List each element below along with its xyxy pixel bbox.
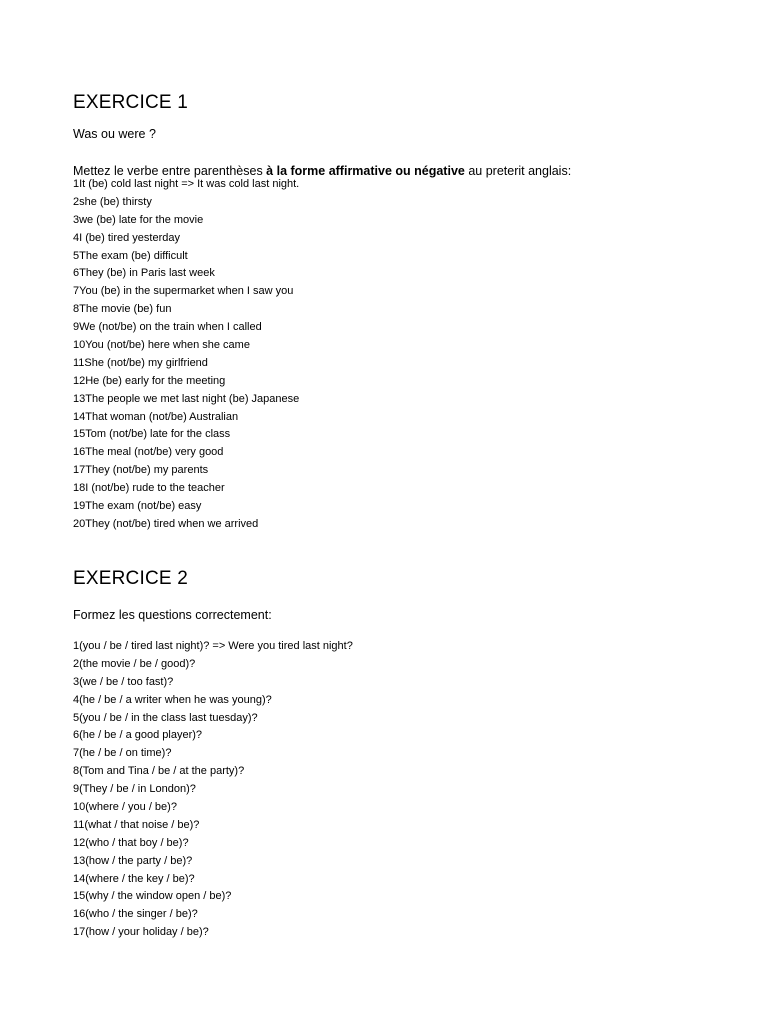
exercise-item: 7You (be) in the supermarket when I saw you [73,285,294,298]
exercise-item: 15Tom (not/be) late for the class [73,428,231,441]
exercise-item: 10(where / you / be)? [73,801,177,814]
exercise-1-title: EXERCICE 1 [73,92,188,113]
exercise-item: 15(why / the window open / be)? [73,890,232,903]
exercise-item: 1(you / be / tired last night)? => Were you tired last night? [73,640,353,652]
exercise-item: 8The movie (be) fun [73,303,172,316]
exercise-item: 9(They / be / in London)? [73,783,196,796]
instruction-text-after: au preterit anglais: [464,164,572,178]
exercise-item: 14That woman (not/be) Australian [73,410,239,423]
exercise-item: 8(Tom and Tina / be / at the party)? [73,765,245,778]
exercise-item: 11She (not/be) my girlfriend [73,356,208,369]
exercise-item: 3we (be) late for the movie [73,213,204,226]
exercise-item: 10You (not/be) here when she came [73,339,250,352]
exercise-item: 6(he / be / a good player)? [73,729,203,742]
instruction-text-bold: à la forme affirmative ou négative [266,164,465,178]
exercise-item: 18I (not/be) rude to the teacher [73,482,225,495]
exercise-item: 6They (be) in Paris last week [73,267,215,280]
exercise-item: 4(he / be / a writer when he was young)? [73,693,272,706]
exercise-2-list [73,638,728,942]
exercise-item: 17They (not/be) my parents [73,464,209,477]
exercise-item: 2(the movie / be / good)? [73,657,196,670]
exercise-item: 4I (be) tired yesterday [73,231,180,244]
exercise-item: 16(who / the singer / be)? [73,908,198,921]
exercise-1-list [73,176,728,534]
exercise-2-subtitle: Formez les questions correctement: [73,608,272,622]
instruction-text-before: Mettez le verbe entre parenthèses [73,164,267,178]
exercise-item: 19The exam (not/be) easy [73,500,202,513]
exercise-2-title: EXERCICE 2 [73,568,188,589]
exercise-item: 17(how / your holiday / be)? [73,926,209,939]
exercise-item: 1It (be) cold last night => It was cold last night. [73,178,300,190]
exercise-item: 5The exam (be) difficult [73,249,188,262]
exercise-1-subtitle: Was ou were ? [73,127,156,141]
exercise-item: 2she (be) thirsty [73,195,152,208]
exercise-item: 13(how / the party / be)? [73,854,193,867]
exercise-item: 16The meal (not/be) very good [73,446,224,459]
exercise-item: 12He (be) early for the meeting [73,374,226,387]
exercise-item: 14(where / the key / be)? [73,872,195,885]
exercise-item: 7(he / be / on time)? [73,747,172,760]
exercise-item: 12(who / that boy / be)? [73,836,189,849]
exercise-item: 5(you / be / in the class last tuesday)? [73,711,258,724]
exercise-item: 11(what / that noise / be)? [73,818,200,831]
exercise-item: 20They (not/be) tired when we arrived [73,517,259,530]
exercise-item: 3(we / be / too fast)? [73,675,174,688]
exercise-item: 13The people we met last night (be) Japanese [73,392,300,405]
exercise-item: 9We (not/be) on the train when I called [73,321,262,334]
